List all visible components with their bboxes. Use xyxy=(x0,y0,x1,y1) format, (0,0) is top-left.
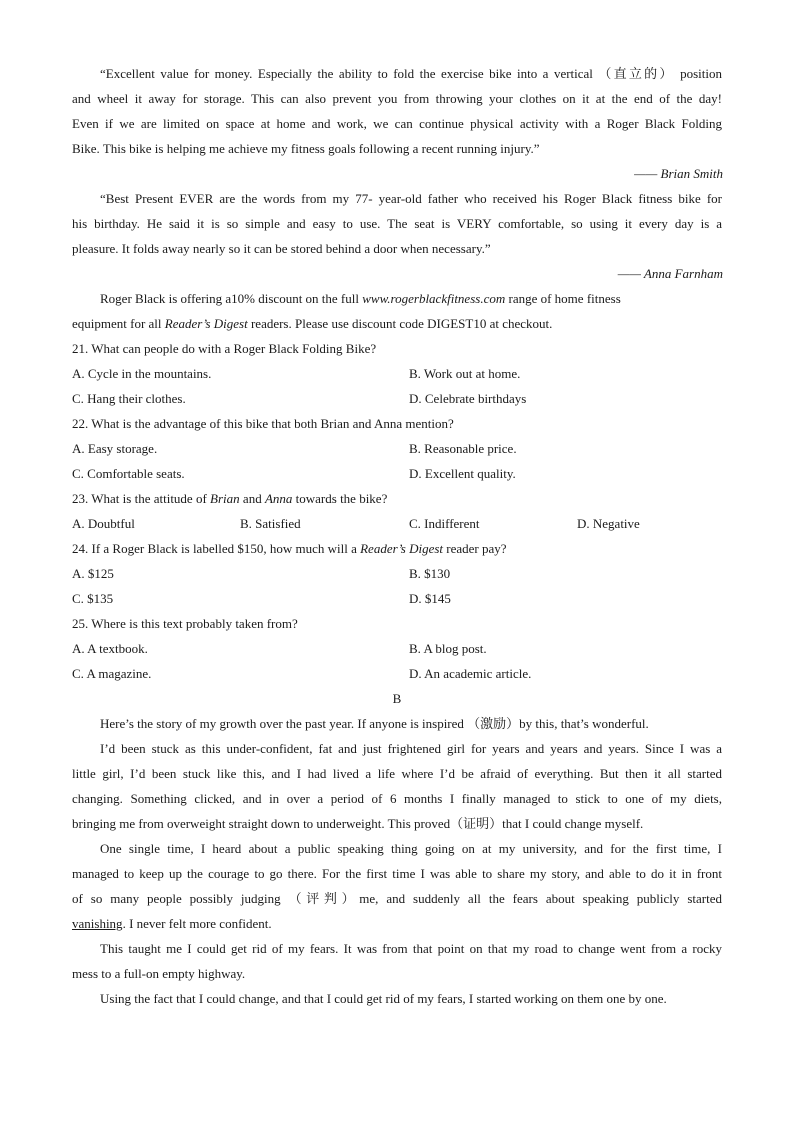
offer-line xyxy=(72,315,552,333)
question-25-stem: 25. Where is this text probably taken from? xyxy=(72,616,298,631)
offer-text: range of home fitness xyxy=(505,291,621,306)
magazine-name: Reader’s Digest xyxy=(164,316,248,331)
question-21-stem: 21. What can people do with a Roger Black Folding Bike? xyxy=(72,341,377,356)
passage-b-text: . I never felt more confident. xyxy=(122,916,272,931)
section-heading: B xyxy=(392,691,402,706)
offer-line xyxy=(100,290,621,308)
q25-option-a: A. A textbook. xyxy=(72,641,148,656)
stem-text: 24. If a Roger Black is labelled $150, how much will a xyxy=(72,541,361,556)
q23-option-b: B. Satisfied xyxy=(240,516,301,531)
underlined-word: vanishing xyxy=(72,916,123,931)
q24-option-b: B. $130 xyxy=(409,566,451,581)
q24-option-d: D. $145 xyxy=(409,591,451,606)
review2-line: “Best Present EVER are the words from my 77- year-old father who received his Roger Black fitness bike for xyxy=(100,191,722,206)
website-link: www.rogerblackfitness.com xyxy=(362,291,506,306)
review2-line: pleasure. It folds away nearly so it can be stored behind a door when necessary.” xyxy=(72,241,491,256)
offer-text: readers. Please use discount code DIGEST10 at checkout. xyxy=(247,316,553,331)
stem-text: reader pay? xyxy=(443,541,507,556)
passage-b-line: I’d been stuck as this under-confident, fat and just frightened girl for years and years and years. Since I was a xyxy=(100,741,722,756)
passage-b-line: mess to a full-on empty highway. xyxy=(72,966,246,981)
name-anna: Anna xyxy=(264,491,293,506)
passage-b-line: Here’s the story of my growth over the past year. If anyone is inspired （激励）by this, that’s wonderful. xyxy=(100,716,649,731)
q23-option-a: A. Doubtful xyxy=(72,516,135,531)
question-22-stem: 22. What is the advantage of this bike that both Brian and Anna mention? xyxy=(72,416,454,431)
q21-option-d: D. Celebrate birthdays xyxy=(409,391,527,406)
q22-option-c: C. Comfortable seats. xyxy=(72,466,185,481)
q24-option-a: A. $125 xyxy=(72,566,114,581)
offer-text: equipment for all xyxy=(72,316,165,331)
review1-line: “Excellent value for money. Especially the ability to fold the exercise bike into a vertical （直立的） position xyxy=(100,66,722,81)
question-23-stem xyxy=(72,490,387,508)
offer-text: Roger Black is offering a10% discount on the full xyxy=(100,291,363,306)
q21-option-a: A. Cycle in the mountains. xyxy=(72,366,212,381)
q25-option-d: D. An academic article. xyxy=(409,666,532,681)
question-24-stem xyxy=(72,540,507,558)
review1-author: —— Brian Smith xyxy=(634,166,723,181)
q24-option-c: C. $135 xyxy=(72,591,114,606)
passage-b-line: changing. Something clicked, and in over a period of 6 months I finally managed to stick to one of my diets, xyxy=(72,791,722,806)
q23-option-d: D. Negative xyxy=(577,516,640,531)
passage-b-line: managed to keep up the courage to go there. For the first time I was able to share my story, and able to do it in front xyxy=(72,866,722,881)
passage-b-line: of so many people possibly judging （评判）me, and suddenly all the fears about speaking publicly started xyxy=(72,891,722,906)
stem-text: towards the bike? xyxy=(292,491,388,506)
review1-line: Bike. This bike is helping me achieve my fitness goals following a recent running injury.” xyxy=(72,141,540,156)
review1-line: Even if we are limited on space at home and work, we can continue physical activity with a Roger Black Folding xyxy=(72,116,722,131)
review1-line: and wheel it away for storage. This can also prevent you from throwing your clothes on it at the end of the day! xyxy=(72,91,722,106)
stem-text: and xyxy=(239,491,265,506)
q25-option-b: B. A blog post. xyxy=(409,641,487,656)
q21-option-b: B. Work out at home. xyxy=(409,366,521,381)
q22-option-a: A. Easy storage. xyxy=(72,441,158,456)
review2-author: —— Anna Farnham xyxy=(617,266,723,281)
q23-option-c: C. Indifferent xyxy=(409,516,480,531)
magazine-name: Reader’s Digest xyxy=(360,541,444,556)
passage-b-line: One single time, I heard about a public speaking thing going on at my university, and for the first time, I xyxy=(100,841,722,856)
passage-b-line: bringing me from overweight straight down to underweight. This proved（证明）that I could change myself. xyxy=(72,816,644,831)
passage-b-line: This taught me I could get rid of my fears. It was from that point on that my road to change went from a rocky xyxy=(100,941,722,956)
q25-option-c: C. A magazine. xyxy=(72,666,152,681)
stem-text: 23. What is the attitude of xyxy=(72,491,211,506)
name-brian: Brian xyxy=(210,491,240,506)
passage-b-line: Using the fact that I could change, and that I could get rid of my fears, I started working on them one by one. xyxy=(100,991,667,1006)
q22-option-b: B. Reasonable price. xyxy=(409,441,517,456)
passage-b-line xyxy=(72,915,272,933)
review2-line: his birthday. He said it is so simple and easy to use. The seat is VERY comfortable, so using it every day is a xyxy=(72,216,722,231)
passage-b-line: little girl, I’d been stuck like this, and I had lived a life where I’d be afraid of everything. But then it all started xyxy=(72,766,722,781)
q22-option-d: D. Excellent quality. xyxy=(409,466,516,481)
q21-option-c: C. Hang their clothes. xyxy=(72,391,186,406)
